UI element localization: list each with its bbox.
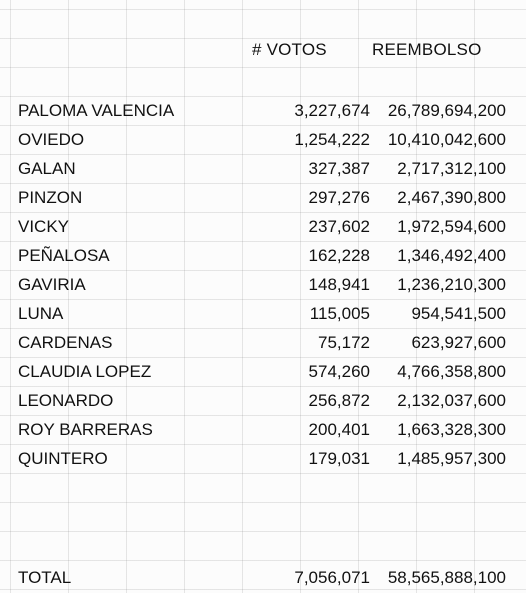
candidate-votes: 148,941 xyxy=(308,275,370,294)
candidate-reembolso: 1,236,210,300 xyxy=(397,275,506,294)
candidate-reembolso: 1,663,328,300 xyxy=(397,420,506,439)
candidate-reembolso: 954,541,500 xyxy=(411,304,506,323)
candidate-votes: 200,401 xyxy=(308,420,370,439)
table-row xyxy=(0,271,526,300)
candidate-name: CLAUDIA LOPEZ xyxy=(18,362,152,381)
header-votos: # VOTOS xyxy=(252,40,327,59)
table-row xyxy=(0,445,526,474)
table-row xyxy=(0,155,526,184)
candidate-name: LUNA xyxy=(18,304,64,323)
candidate-reembolso: 10,410,042,600 xyxy=(387,130,506,149)
candidate-reembolso: 26,789,694,200 xyxy=(387,101,506,120)
candidate-name: VICKY xyxy=(18,217,70,236)
candidate-votes: 574,260 xyxy=(308,362,370,381)
table-row xyxy=(0,387,526,416)
table-row xyxy=(0,126,526,155)
candidate-reembolso: 1,972,594,600 xyxy=(397,217,506,236)
table-row xyxy=(0,329,526,358)
table-row xyxy=(0,97,526,126)
header-reembolso: REEMBOLSO xyxy=(372,40,482,59)
candidate-votes: 75,172 xyxy=(318,333,370,352)
candidate-votes: 179,031 xyxy=(308,449,370,468)
total-label: TOTAL xyxy=(18,568,72,587)
table-row xyxy=(0,416,526,445)
candidate-name: LEONARDO xyxy=(18,391,114,410)
candidate-name: QUINTERO xyxy=(18,449,108,468)
table-row xyxy=(0,213,526,242)
candidate-votes: 162,228 xyxy=(308,246,370,265)
candidate-reembolso: 1,485,957,300 xyxy=(397,449,506,468)
candidate-name: ROY BARRERAS xyxy=(18,420,153,439)
candidate-name: CARDENAS xyxy=(18,333,113,352)
total-row xyxy=(0,564,526,593)
candidate-reembolso: 2,132,037,600 xyxy=(397,391,506,410)
candidate-name: PALOMA VALENCIA xyxy=(18,101,175,120)
candidate-name: GALAN xyxy=(18,159,76,178)
candidate-votes: 327,387 xyxy=(308,159,370,178)
candidate-votes: 115,005 xyxy=(309,304,370,323)
candidate-votes: 1,254,222 xyxy=(294,130,370,149)
candidate-reembolso: 4,766,358,800 xyxy=(397,362,506,381)
candidate-reembolso: 1,346,492,400 xyxy=(397,246,506,265)
total-reembolso: 58,565,888,100 xyxy=(387,568,506,587)
table-row xyxy=(0,184,526,213)
candidate-name: PEÑALOSA xyxy=(18,246,110,265)
candidate-votes: 237,602 xyxy=(308,217,370,236)
candidate-reembolso: 623,927,600 xyxy=(411,333,506,352)
candidate-votes: 297,276 xyxy=(308,188,370,207)
candidate-name: GAVIRIA xyxy=(18,275,86,294)
table-row xyxy=(0,242,526,271)
total-votes: 7,056,071 xyxy=(294,568,370,587)
candidate-votes: 256,872 xyxy=(308,391,370,410)
candidate-table xyxy=(0,97,526,474)
candidate-reembolso: 2,717,312,100 xyxy=(397,159,506,178)
candidate-name: OVIEDO xyxy=(18,130,85,149)
table-row xyxy=(0,358,526,387)
candidate-name: PINZON xyxy=(18,188,83,207)
candidate-reembolso: 2,467,390,800 xyxy=(397,188,506,207)
table-row xyxy=(0,300,526,329)
candidate-votes: 3,227,674 xyxy=(294,101,370,120)
